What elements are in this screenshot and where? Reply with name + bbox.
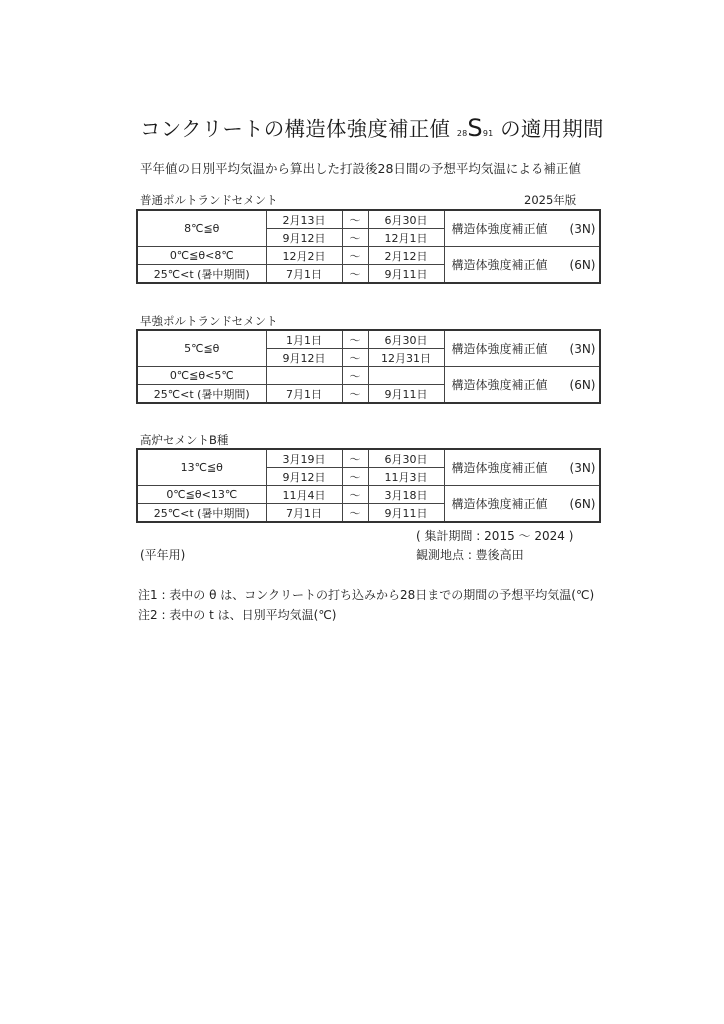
observation-station: 観測地点 : 豊後高田 — [416, 548, 524, 562]
range-separator: 〜 — [342, 486, 368, 504]
date-from: 3月19日 — [266, 449, 342, 468]
condition-cell: 8℃≦θ — [137, 210, 266, 247]
date-to: 6月30日 — [368, 449, 444, 468]
date-from: 9月12日 — [266, 468, 342, 486]
date-from: 1月1日 — [266, 330, 342, 349]
date-to: 2月12日 — [368, 247, 444, 265]
range-separator: 〜 — [342, 349, 368, 367]
date-to: 6月30日 — [368, 210, 444, 229]
note-1: 注1 : 表中の θ は、コンクリートの打ち込みから28日までの期間の予想平均気温(℃) — [138, 588, 595, 602]
condition-cell: 0℃≦θ<8℃ — [137, 247, 266, 265]
date-from: 12月2日 — [266, 247, 342, 265]
range-separator: 〜 — [342, 210, 368, 229]
condition-cell: 0℃≦θ<5℃ — [137, 367, 266, 385]
condition-cell: 25℃<t (暑中期間) — [137, 504, 266, 523]
condition-cell: 5℃≦θ — [137, 330, 266, 367]
correction-unit: (3N) — [569, 461, 596, 475]
date-to: 12月1日 — [368, 229, 444, 247]
date-to: 3月18日 — [368, 486, 444, 504]
edition-label: 2025年版 — [524, 193, 577, 207]
correction-table-blast-furnace — [136, 448, 601, 523]
range-separator: 〜 — [342, 504, 368, 523]
title-main: コンクリートの構造体強度補正値 — [140, 117, 451, 141]
correction-unit: (3N) — [569, 342, 596, 356]
range-separator: 〜 — [342, 247, 368, 265]
date-to: 11月3日 — [368, 468, 444, 486]
correction-table-normal — [136, 209, 601, 284]
correction-label: 構造体強度補正値 — [451, 497, 548, 511]
page-title — [140, 112, 604, 142]
date-to: 6月30日 — [368, 330, 444, 349]
range-separator: 〜 — [342, 468, 368, 486]
normal-year-label: (平年用) — [140, 548, 186, 562]
condition-cell: 13℃≦θ — [137, 449, 266, 486]
subtitle: 平年値の日別平均気温から算出した打設後28日間の予想平均気温による補正値 — [140, 161, 581, 176]
date-from: 7月1日 — [266, 504, 342, 523]
date-to: 9月11日 — [368, 265, 444, 284]
date-to: 12月31日 — [368, 349, 444, 367]
correction-unit: (6N) — [569, 258, 596, 272]
correction-value-cell — [444, 367, 600, 404]
date-from: 9月12日 — [266, 349, 342, 367]
section-heading-early: 早強ポルトランドセメント — [140, 314, 278, 328]
range-separator: 〜 — [342, 330, 368, 349]
correction-label: 構造体強度補正値 — [451, 342, 548, 356]
condition-cell: 25℃<t (暑中期間) — [137, 385, 266, 404]
range-separator: 〜 — [342, 229, 368, 247]
section-heading-normal: 普通ポルトランドセメント — [140, 193, 278, 207]
correction-value-cell — [444, 449, 600, 486]
correction-label: 構造体強度補正値 — [451, 222, 548, 236]
aggregation-period: ( 集計期間 : 2015 〜 2024 ) — [416, 529, 574, 543]
correction-label: 構造体強度補正値 — [451, 258, 548, 272]
title-tail: の適用期間 — [500, 117, 604, 141]
title-subscript-left: 28 — [456, 129, 468, 138]
section-heading-blast-furnace: 高炉セメントB種 — [140, 433, 229, 447]
date-from — [266, 367, 342, 385]
date-to: 9月11日 — [368, 385, 444, 404]
correction-value-cell — [444, 486, 600, 523]
correction-label: 構造体強度補正値 — [451, 378, 548, 392]
range-separator: 〜 — [342, 265, 368, 284]
date-from: 7月1日 — [266, 265, 342, 284]
correction-value-cell — [444, 330, 600, 367]
date-from: 9月12日 — [266, 229, 342, 247]
range-separator: 〜 — [342, 449, 368, 468]
range-separator: 〜 — [342, 367, 368, 385]
date-from: 2月13日 — [266, 210, 342, 229]
correction-value-cell — [444, 210, 600, 247]
note-2: 注2 : 表中の t は、日別平均気温(℃) — [138, 608, 337, 622]
correction-unit: (3N) — [569, 222, 596, 236]
title-symbol: S — [467, 114, 483, 142]
date-from: 11月4日 — [266, 486, 342, 504]
correction-table-early — [136, 329, 601, 404]
range-separator: 〜 — [342, 385, 368, 404]
date-from: 7月1日 — [266, 385, 342, 404]
correction-value-cell — [444, 247, 600, 284]
condition-cell: 25℃<t (暑中期間) — [137, 265, 266, 284]
date-to: 9月11日 — [368, 504, 444, 523]
date-to — [368, 367, 444, 385]
condition-cell: 0℃≦θ<13℃ — [137, 486, 266, 504]
title-subscript-right: 91 — [482, 129, 494, 138]
correction-unit: (6N) — [569, 497, 596, 511]
correction-label: 構造体強度補正値 — [451, 461, 548, 475]
correction-unit: (6N) — [569, 378, 596, 392]
